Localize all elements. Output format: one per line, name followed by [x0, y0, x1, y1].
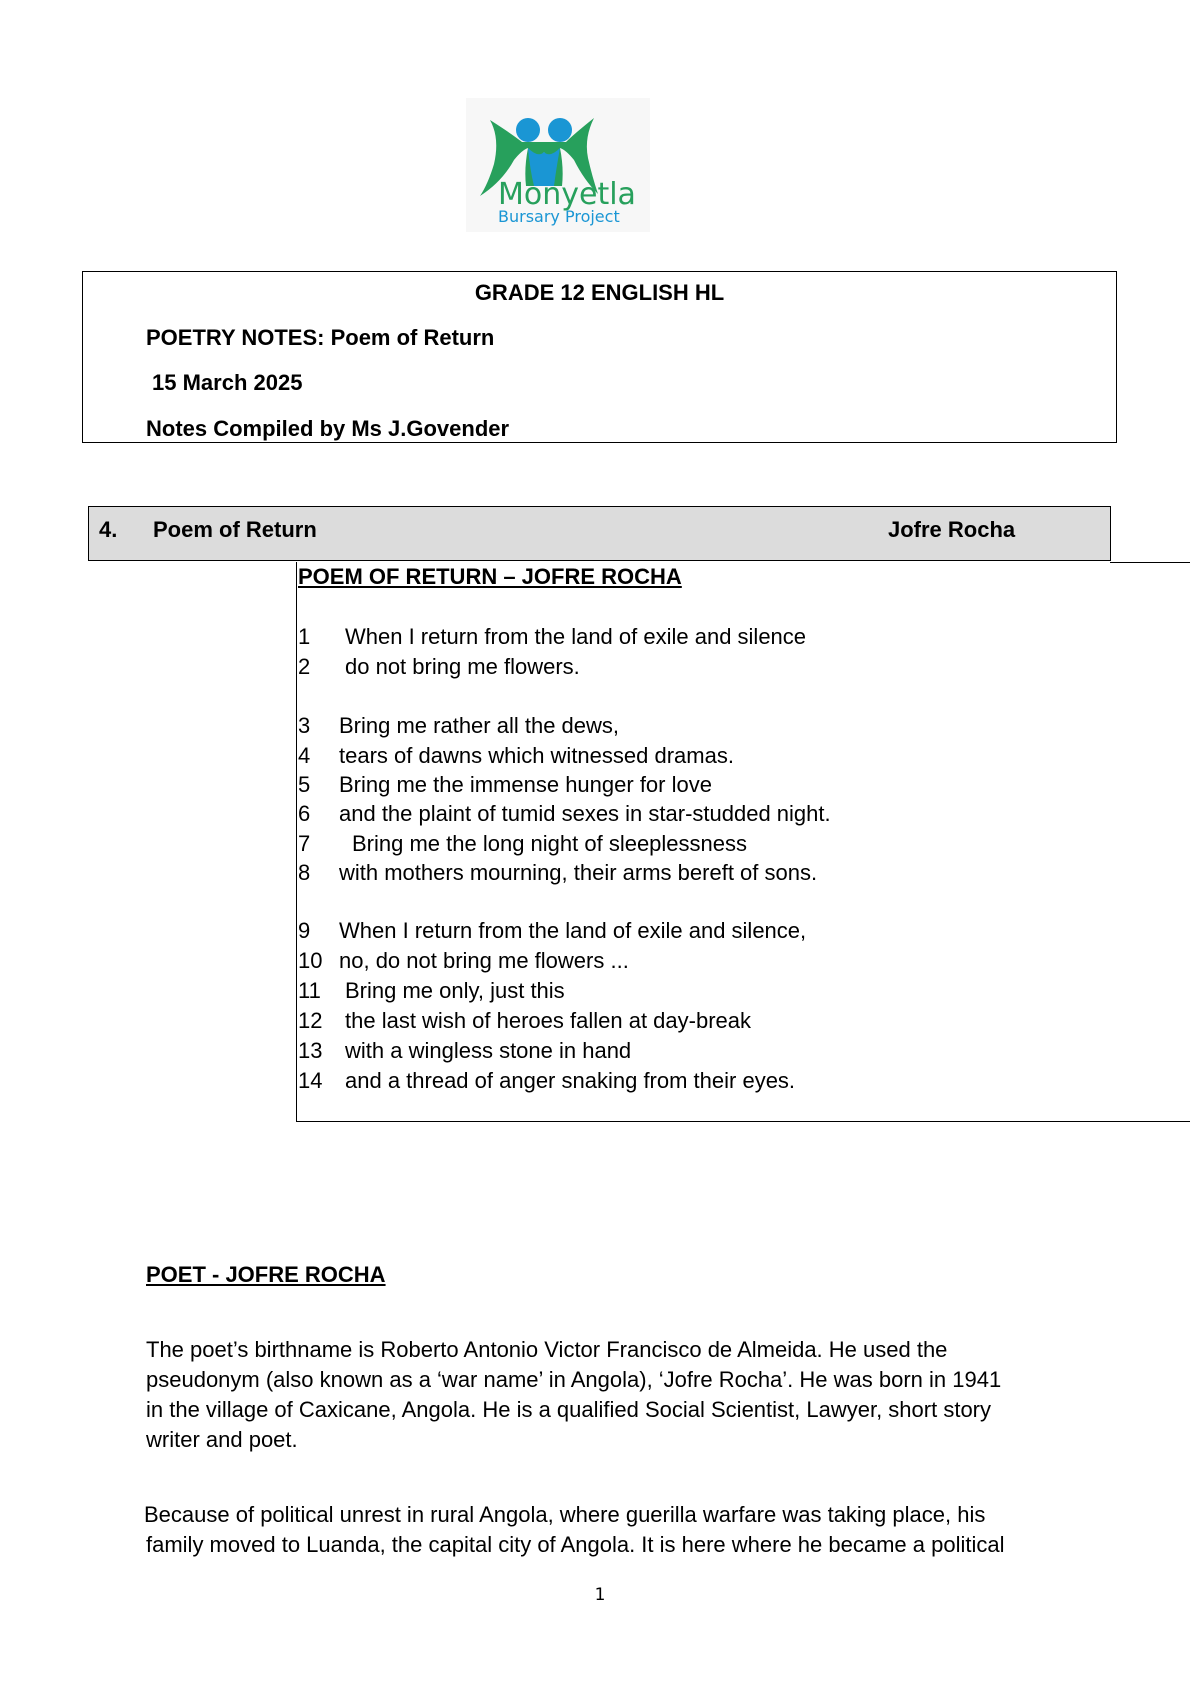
monyetla-logo: [466, 98, 650, 232]
compiler-line: Notes Compiled by Ms J.Govender: [146, 416, 510, 441]
document-title: GRADE 12 ENGLISH HL: [474, 280, 725, 305]
poet-heading: POET - JOFRE ROCHA: [146, 1262, 386, 1287]
poem-author: Jofre Rocha: [888, 517, 1016, 542]
poem-title: Poem of Return: [153, 517, 317, 542]
poet-paragraph-1: The poet’s birthname is Roberto Antonio Victor Francisco de Almeida. He used the pseudonym (also known as a ‘war name’ in Angola), ‘Jofre Rocha’. He was born in 1941 in the village of Caxicane, Angola. He is a qualified Social Scientist, Lawyer, short story writer and poet.: [146, 1337, 1002, 1452]
logo-subtitle: Bursary Project: [498, 207, 620, 226]
poem-title-bar: [88, 506, 1111, 561]
header-box: [82, 271, 1117, 443]
subject-line: POETRY NOTES: Poem of Return: [146, 325, 495, 350]
date-line: 15 March 2025: [152, 370, 303, 395]
logo-wordmark: Monyetla: [498, 177, 636, 212]
page-number: 1: [594, 1585, 606, 1605]
poet-paragraph-2: Because of political unrest in rural Angola, where guerilla warfare was taking place, his family moved to Luanda, the capital city of Angola. It is here where he became a political: [144, 1502, 1005, 1557]
poem-heading: POEM OF RETURN – JOFRE ROCHA: [298, 564, 682, 589]
poem-number: 4.: [99, 517, 118, 542]
